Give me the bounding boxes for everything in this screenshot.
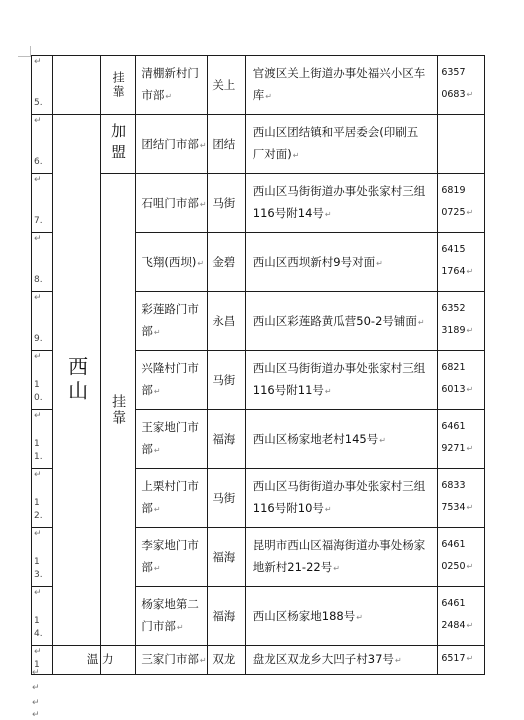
phone-line: 6013↵ — [441, 384, 474, 395]
paragraph-mark: ↵ — [34, 57, 42, 67]
district-text: 金碧 — [212, 255, 236, 269]
address-line: 库↵ — [252, 88, 272, 102]
row-index-line: 4. — [34, 629, 43, 639]
store-name — [136, 587, 208, 646]
store-name-line: 部↵ — [141, 383, 161, 397]
address-line: 西山区马街街道办事处张家村三组 — [252, 479, 426, 493]
phone — [438, 528, 485, 587]
paragraph-mark: ↵ — [176, 623, 184, 632]
store-name-line: 王家地门市 — [141, 420, 199, 434]
paragraph-mark: ↵ — [34, 352, 42, 362]
paragraph-mark: ↵ — [34, 647, 42, 657]
group-label: 挂靠 — [110, 393, 127, 426]
group-cell-guakao — [100, 174, 135, 646]
page-margin-corner — [18, 46, 31, 57]
group-label: 加盟 — [109, 123, 128, 165]
address — [245, 587, 438, 646]
row-index — [32, 56, 53, 115]
group-cell-wenli — [86, 646, 135, 675]
group-label: 挂靠 — [111, 71, 126, 99]
phone-line: 2484↵ — [441, 620, 474, 631]
paragraph-mark: ↵ — [356, 613, 363, 622]
row-index-line: 2. — [34, 511, 43, 521]
store-name-line: 清棚新村门 — [141, 66, 199, 80]
store-name-line: 市部↵ — [141, 88, 173, 102]
row-index — [32, 469, 53, 528]
store-name-line: 兴隆村门市 — [141, 361, 199, 375]
store-name — [136, 410, 208, 469]
district-text: 福海 — [212, 432, 236, 446]
address-line: 昆明市西山区福海街道办事处杨家 — [252, 538, 426, 552]
store-name — [136, 233, 208, 292]
row-index-line: 1 — [34, 557, 40, 567]
paragraph-mark: ↵ — [34, 588, 42, 598]
paragraph-mark: ↵ — [292, 151, 300, 160]
row-index-line: 1 — [34, 616, 40, 626]
phone-line: 3189↵ — [441, 325, 474, 336]
store-name-line: 团结门市部↵ — [141, 137, 207, 151]
phone-line: 9271↵ — [441, 443, 474, 454]
paragraph-mark: ↵ — [199, 200, 207, 209]
paragraph-mark: ↵ — [379, 436, 386, 445]
district — [208, 56, 245, 115]
district-text: 福海 — [212, 609, 236, 623]
district — [208, 233, 245, 292]
address — [245, 351, 438, 410]
paragraph-mark: ↵ — [34, 175, 42, 185]
address — [245, 174, 438, 233]
address-line: 官渡区关上街道办事处福兴小区车 — [252, 66, 426, 80]
group-label: 温 力 — [86, 652, 114, 666]
paragraph-mark: ↵ — [32, 683, 40, 693]
phone-line: 6833 — [441, 480, 466, 491]
region-label: 西山 — [64, 356, 89, 404]
group-cell-jiameng — [100, 115, 135, 174]
row-index-line: 7. — [34, 216, 43, 226]
paragraph-mark: ↵ — [324, 387, 332, 396]
district-text: 关上 — [212, 78, 236, 92]
row-index-line: 1 — [34, 660, 40, 670]
paragraph-mark: ↵ — [153, 387, 161, 396]
row-index-line: 6. — [34, 157, 43, 167]
paragraph-mark: ↵ — [333, 564, 340, 573]
phone — [438, 174, 485, 233]
phone — [438, 351, 485, 410]
store-name-line: 李家地门市 — [141, 538, 199, 552]
address — [245, 528, 438, 587]
paragraph-mark: ↵ — [466, 621, 474, 630]
paragraph-mark: ↵ — [34, 293, 42, 303]
paragraph-mark: ↵ — [153, 505, 161, 514]
address-line: 西山区杨家地老村145号↵ — [252, 432, 386, 446]
store-name — [136, 292, 208, 351]
paragraph-mark: ↵ — [466, 503, 474, 512]
phone-line: 0250↵ — [441, 561, 474, 572]
paragraph-mark: ↵ — [153, 328, 161, 337]
row-index — [32, 410, 53, 469]
paragraph-mark: ↵ — [466, 208, 474, 217]
paragraph-mark: ↵ — [265, 92, 272, 101]
store-name — [136, 469, 208, 528]
paragraph-mark: ↵ — [34, 116, 42, 126]
paragraph-mark: ↵ — [199, 656, 207, 665]
row-index-line: 1 — [34, 439, 40, 449]
store-name-line: 门市部↵ — [141, 619, 184, 633]
phone — [438, 646, 485, 675]
address — [245, 233, 438, 292]
row-index-line: 1 — [34, 380, 40, 390]
paragraph-mark: ↵ — [32, 710, 40, 720]
paragraph-mark: ↵ — [34, 529, 42, 539]
table-row — [32, 646, 485, 675]
district-text: 马街 — [212, 373, 236, 387]
phone-line: 0725↵ — [441, 207, 474, 218]
district-text: 永昌 — [212, 314, 236, 328]
store-name — [136, 56, 208, 115]
paragraph-mark: ↵ — [199, 141, 207, 150]
row-index-line: 0. — [34, 393, 43, 403]
district — [208, 351, 245, 410]
address-line: 西山区杨家地188号↵ — [252, 609, 363, 623]
phone-line: 0683↵ — [441, 89, 474, 100]
district — [208, 292, 245, 351]
phone-line: 6517↵ — [441, 653, 474, 664]
store-name — [136, 528, 208, 587]
row-index-line: 1. — [34, 452, 43, 462]
address-line: 西山区马街街道办事处张家村三组 — [252, 184, 426, 198]
paragraph-mark: ↵ — [34, 234, 42, 244]
table-row — [32, 115, 485, 174]
row-index — [32, 292, 53, 351]
phone-line: 6461 — [441, 421, 466, 432]
paragraph-mark: ↵ — [153, 564, 161, 573]
address — [245, 292, 438, 351]
region-cell-empty — [53, 56, 101, 115]
store-name — [136, 174, 208, 233]
row-index — [32, 587, 53, 646]
store-name-line: 彩莲路门市 — [141, 302, 199, 316]
phone — [438, 469, 485, 528]
row-index-line: 9. — [34, 334, 43, 344]
address-line: 厂对面)↵ — [252, 147, 300, 161]
district — [208, 587, 245, 646]
district — [208, 528, 245, 587]
store-name — [136, 646, 208, 675]
phone — [438, 115, 485, 174]
paragraph-mark: ↵ — [324, 210, 332, 219]
address-line: 116号附10号↵ — [252, 501, 332, 515]
district — [208, 410, 245, 469]
row-index — [32, 174, 53, 233]
phone — [438, 233, 485, 292]
address — [245, 56, 438, 115]
row-index-line: 1 — [34, 498, 40, 508]
paragraph-mark: ↵ — [466, 385, 474, 394]
address-line: 116号附11号↵ — [252, 383, 332, 397]
store-name-line: 部↵ — [141, 560, 161, 574]
address — [245, 115, 438, 174]
phone-line: 6352 — [441, 303, 466, 314]
paragraph-mark: ↵ — [376, 259, 383, 268]
district-text: 双龙 — [212, 652, 236, 666]
row-index — [32, 115, 53, 174]
store-name — [136, 115, 208, 174]
paragraph-mark: ↵ — [34, 470, 42, 480]
address — [245, 469, 438, 528]
address — [245, 410, 438, 469]
store-table — [31, 55, 485, 675]
paragraph-mark: ↵ — [466, 90, 474, 99]
address-line: 地新村21-22号↵ — [252, 560, 340, 574]
district-text: 福海 — [212, 550, 236, 564]
phone-line: 6357 — [441, 67, 466, 78]
address-line: 西山区彩莲路黄瓜营50-2号铺面↵ — [252, 314, 425, 328]
paragraph-mark: ↵ — [32, 698, 40, 708]
store-name — [136, 351, 208, 410]
phone — [438, 410, 485, 469]
phone-line: 6415 — [441, 244, 466, 255]
table-row — [32, 56, 485, 115]
address-line: 西山区团结镇和平居委会(印刷五 — [252, 125, 419, 139]
paragraph-mark: ↵ — [466, 654, 474, 663]
row-index-line: 3. — [34, 570, 43, 580]
paragraph-mark: ↵ — [34, 411, 42, 421]
paragraph-mark: ↵ — [466, 562, 474, 571]
row-index — [32, 351, 53, 410]
paragraph-mark: ↵ — [324, 505, 332, 514]
paragraph-mark: ↵ — [32, 668, 40, 678]
district-text: 团结 — [212, 137, 236, 151]
district-text: 马街 — [212, 491, 236, 505]
store-name-line: 杨家地第二 — [141, 597, 199, 611]
paragraph-mark: ↵ — [417, 318, 425, 327]
row-index-line: 5. — [34, 98, 43, 108]
store-name-line: 部↵ — [141, 442, 161, 456]
paragraph-mark: ↵ — [466, 444, 474, 453]
district — [208, 174, 245, 233]
phone-line: 1764↵ — [441, 266, 474, 277]
paragraph-mark: ↵ — [197, 259, 205, 268]
store-name-line: 三家门市部↵ — [141, 652, 207, 666]
store-name-line: 上栗村门市 — [141, 479, 199, 493]
table-row — [32, 174, 485, 233]
district — [208, 115, 245, 174]
address-line: 西山区马街街道办事处张家村三组 — [252, 361, 426, 375]
paragraph-mark: ↵ — [394, 656, 402, 665]
phone — [438, 56, 485, 115]
row-index-line: 8. — [34, 275, 43, 285]
paragraph-mark: ↵ — [466, 326, 474, 335]
paragraph-mark: ↵ — [466, 267, 474, 276]
store-name-line: 部↵ — [141, 501, 161, 515]
address-line: 西山区西坝新村9号对面↵ — [252, 255, 383, 269]
row-index — [32, 233, 53, 292]
region-cell — [53, 115, 101, 646]
phone — [438, 292, 485, 351]
paragraph-mark: ↵ — [153, 446, 161, 455]
phone-line: 7534↵ — [441, 502, 474, 513]
district-text: 马街 — [212, 196, 236, 210]
phone-line: 6821 — [441, 362, 466, 373]
address — [245, 646, 438, 675]
store-name-line: 飞翔(西坝)↵ — [141, 255, 205, 269]
phone-line: 6461 — [441, 598, 466, 609]
store-name-line: 部↵ — [141, 324, 161, 338]
phone — [438, 587, 485, 646]
district — [208, 646, 245, 675]
phone-line: 6819 — [441, 185, 466, 196]
phone-line: 6461 — [441, 539, 466, 550]
address-line: 盘龙区双龙乡大凹子村37号↵ — [252, 652, 402, 666]
paragraph-mark: ↵ — [165, 92, 173, 101]
address-line: 116号附14号↵ — [252, 206, 332, 220]
district — [208, 469, 245, 528]
row-index — [32, 528, 53, 587]
store-name-line: 石咀门市部↵ — [141, 196, 207, 210]
group-cell-guakao — [100, 56, 135, 115]
